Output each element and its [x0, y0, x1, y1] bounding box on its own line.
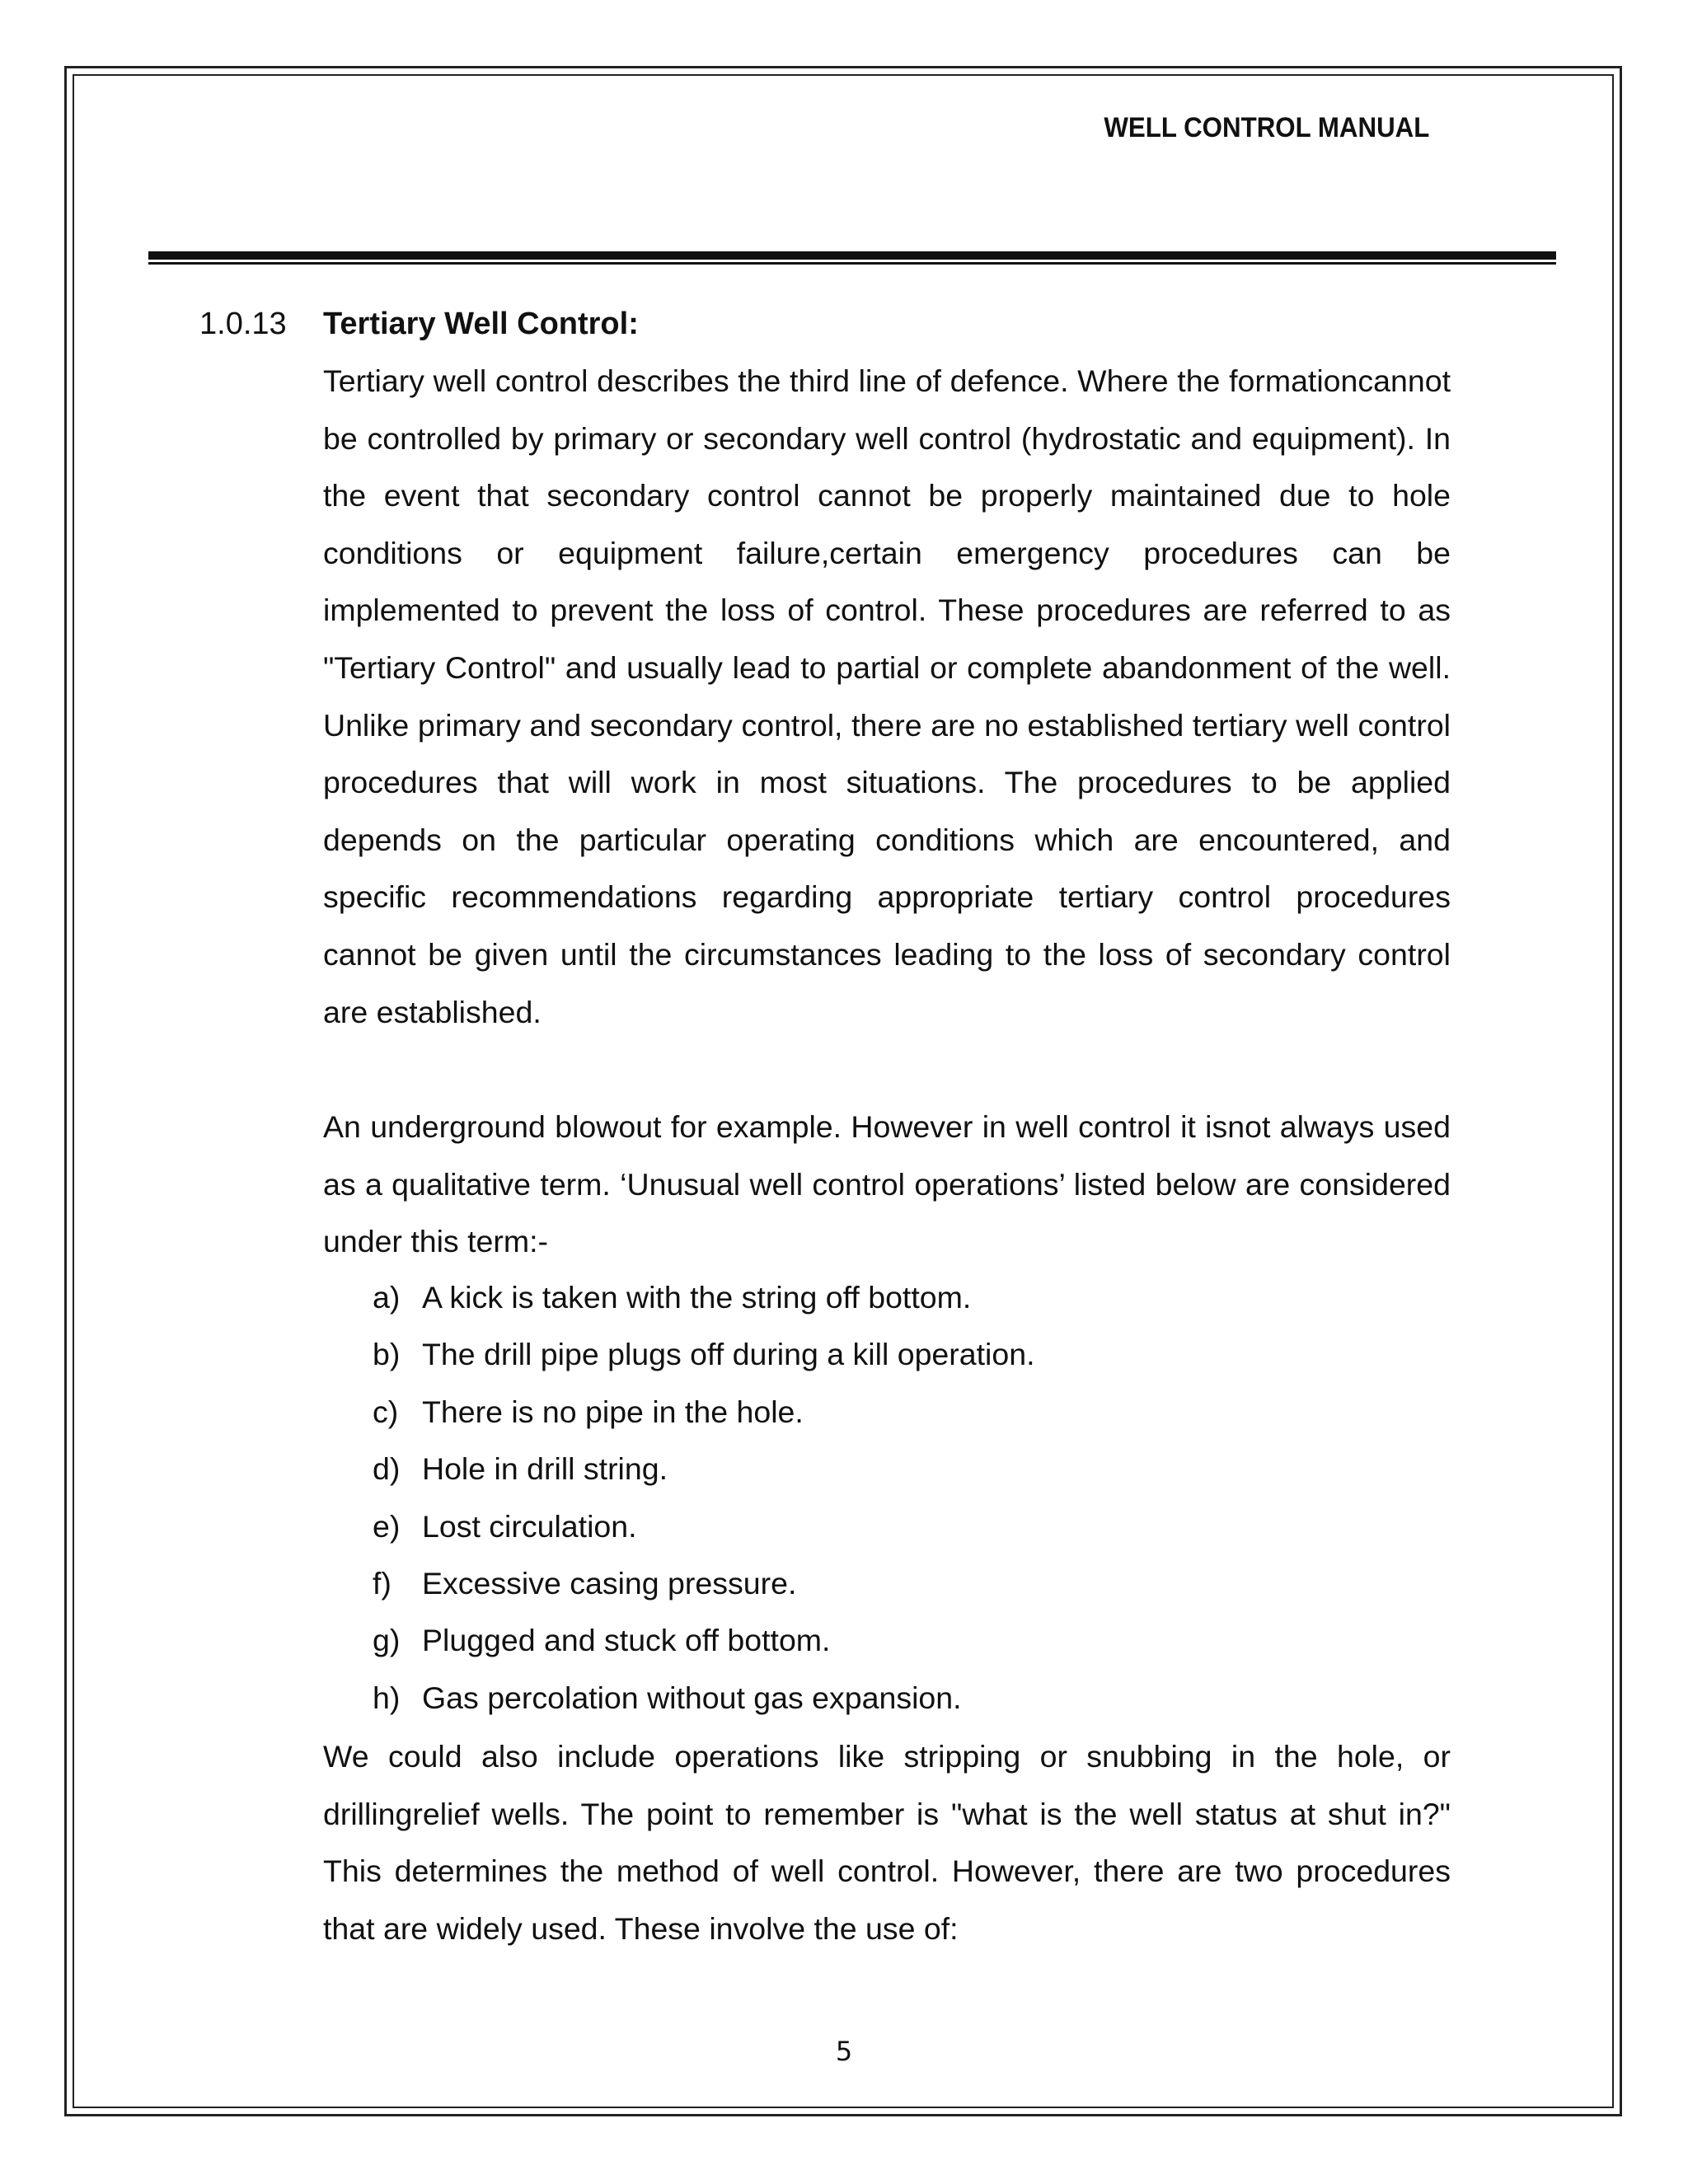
list-item [373, 1326, 1035, 1383]
header-title: WELL CONTROL MANUAL [1103, 112, 1429, 143]
list-item-marker: a) [373, 1280, 401, 1315]
page-number: 5 [835, 2036, 853, 2067]
list-item-text: Plugged and stuck off bottom. [422, 1623, 831, 1658]
list-item-marker: f) [373, 1566, 392, 1601]
list-item-marker: d) [373, 1451, 401, 1487]
unusual-operations-list [373, 1269, 1035, 1727]
list-item-text: Hole in drill string. [422, 1451, 668, 1487]
header-rule-thin [148, 262, 1556, 265]
list-item [373, 1384, 1035, 1441]
header-rule-thick [148, 251, 1556, 260]
list-item-text: A kick is taken with the string off bottom. [422, 1280, 972, 1315]
list-item-marker: b) [373, 1337, 401, 1372]
paragraph-stripping-snubbing: We could also include operations like stripping or snubbing in the hole, or drillingrelief wells. The point to remember is "what is the well status at shut in?" This determines the method of well control. However, there are two procedures that are widely used. These involve the use of: [323, 1739, 1451, 1946]
list-item [373, 1612, 1035, 1669]
list-item-text: Excessive casing pressure. [422, 1566, 797, 1601]
paragraph-underground-blowout: An underground blowout for example. However in well control it isnot always used as a qualitative term. ‘Unusual well control operations’ listed below are considered under this term:- [323, 1109, 1451, 1259]
list-item-text: Lost circulation. [422, 1508, 637, 1544]
list-item [373, 1269, 1035, 1326]
list-item [373, 1670, 1035, 1727]
list-item [373, 1441, 1035, 1497]
list-item-text: The drill pipe plugs off during a kill operation. [422, 1337, 1035, 1372]
list-item-marker: g) [373, 1623, 401, 1658]
list-item-marker: h) [373, 1680, 401, 1715]
list-item [373, 1555, 1035, 1612]
list-item [373, 1498, 1035, 1555]
list-item-marker: c) [373, 1394, 399, 1429]
list-item-text: There is no pipe in the hole. [422, 1394, 804, 1429]
paragraph-intro: Tertiary well control describes the third line of defence. Where the formationcannot be controlled by primary or secondary well control (hydrostatic and equipment). In the event that secondary control cannot be properly maintained due to hole conditions or equipment failure,certain emergency procedures can be implemented to prevent the loss of control. These procedures are referred to as "Tertiary Control" and usually lead to partial or complete abandonment of the well. Unlike primary and secondary control, there are no established tertiary well control procedures that will work in most situations. The procedures to be applied depends on the particular operating conditions which are encountered, and specific recommendations regarding appropriate tertiary control procedures cannot be given until the circumstances leading to the loss of secondary control are established. [323, 363, 1451, 1029]
section-number: 1.0.13 [199, 307, 287, 341]
section-title: Tertiary Well Control: [323, 307, 639, 341]
list-item-marker: e) [373, 1508, 401, 1544]
list-item-text: Gas percolation without gas expansion. [422, 1680, 962, 1715]
